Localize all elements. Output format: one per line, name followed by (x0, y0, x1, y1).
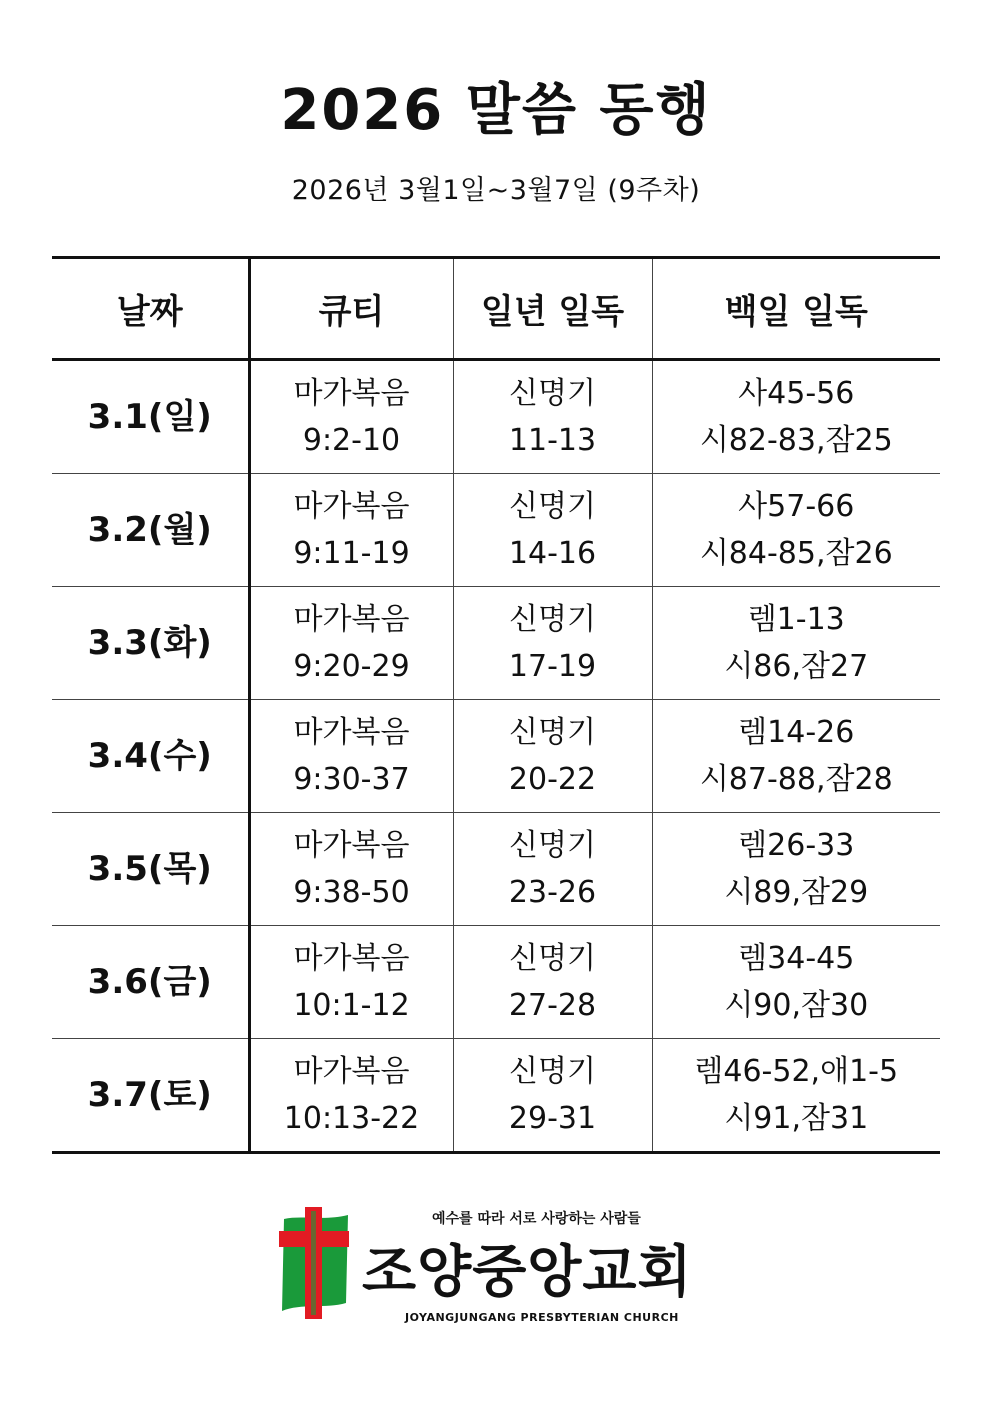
reading-book: 마가복음 (293, 376, 410, 411)
date-cell: 3.5(목) (52, 813, 249, 926)
reading-range: 9:30-37 (293, 762, 410, 797)
qt-cell (249, 474, 453, 587)
reading-book: 마가복음 (293, 828, 410, 863)
one-year-reading-cell (453, 1039, 652, 1153)
date-cell: 3.1(일) (52, 360, 249, 474)
reading-range: 17-19 (508, 649, 597, 684)
one-year-reading-cell (453, 587, 652, 700)
reading-book: 신명기 (509, 376, 596, 411)
date-cell: 3.3(화) (52, 587, 249, 700)
reading-range: 시91,잠31 (724, 1101, 869, 1136)
reading-range: 시87-88,잠28 (699, 762, 893, 797)
reading-range: 시90,잠30 (724, 988, 869, 1023)
reading-range: 9:20-29 (293, 649, 410, 684)
date-cell: 3.6(금) (52, 926, 249, 1039)
one-year-reading-cell (453, 474, 652, 587)
hundred-day-reading-cell (652, 1039, 940, 1153)
reading-range: 11-13 (508, 423, 597, 458)
reading-book: 사57-66 (738, 489, 855, 524)
church-english-name: JOYANGJUNGANG PRESBYTERIAN CHURCH (405, 1311, 679, 1324)
table-row (52, 587, 940, 700)
hundred-day-reading-cell (652, 474, 940, 587)
header-qt: 큐티 (249, 258, 453, 360)
church-logo (276, 1205, 716, 1325)
reading-book: 마가복음 (293, 1054, 410, 1089)
reading-range: 9:38-50 (293, 875, 410, 910)
one-year-reading-cell (453, 926, 652, 1039)
reading-range: 14-16 (508, 536, 597, 571)
one-year-reading-cell (453, 700, 652, 813)
table-header-row (52, 258, 940, 360)
qt-cell (249, 1039, 453, 1153)
date-range-subtitle: 2026년 3월1일~3월7일 (9주차) (291, 175, 701, 206)
date-cell: 3.7(토) (52, 1039, 249, 1153)
reading-range: 29-31 (508, 1101, 597, 1136)
reading-range: 10:1-12 (293, 988, 410, 1023)
reading-book: 렘26-33 (738, 828, 855, 863)
church-tagline: 예수를 따라 서로 사랑하는 사람들 (432, 1211, 641, 1227)
hundred-day-reading-cell (652, 926, 940, 1039)
table-row (52, 926, 940, 1039)
reading-schedule-table (52, 256, 940, 1154)
qt-cell (249, 926, 453, 1039)
table-row (52, 700, 940, 813)
reading-book: 신명기 (509, 715, 596, 750)
date-cell: 3.2(월) (52, 474, 249, 587)
hundred-day-reading-cell (652, 700, 940, 813)
reading-range: 시82-83,잠25 (699, 423, 893, 458)
header-one-year-reading: 일년 일독 (453, 258, 652, 360)
reading-book: 사45-56 (738, 376, 855, 411)
header-hundred-day-reading: 백일 일독 (652, 258, 940, 360)
reading-book: 마가복음 (293, 602, 410, 637)
qt-cell (249, 813, 453, 926)
reading-book: 렘1-13 (747, 602, 845, 637)
reading-book: 신명기 (509, 602, 596, 637)
table-row (52, 1039, 940, 1153)
one-year-reading-cell (453, 360, 652, 474)
reading-book: 렘14-26 (738, 715, 855, 750)
one-year-reading-cell (453, 813, 652, 926)
qt-cell (249, 700, 453, 813)
reading-range: 9:2-10 (302, 423, 401, 458)
reading-book: 신명기 (509, 1054, 596, 1089)
table-row (52, 360, 940, 474)
date-cell: 3.4(수) (52, 700, 249, 813)
reading-book: 렘34-45 (738, 941, 855, 976)
reading-range: 시89,잠29 (724, 875, 869, 910)
cross-banner-emblem (276, 1207, 356, 1322)
reading-book: 마가복음 (293, 489, 410, 524)
hundred-day-reading-cell (652, 587, 940, 700)
qt-cell (249, 360, 453, 474)
header-date: 날짜 (52, 258, 249, 360)
reading-range: 시86,잠27 (724, 649, 869, 684)
reading-range: 9:11-19 (293, 536, 410, 571)
reading-range: 20-22 (508, 762, 597, 797)
reading-range: 10:13-22 (283, 1101, 420, 1136)
reading-book: 마가복음 (293, 941, 410, 976)
hundred-day-reading-cell (652, 813, 940, 926)
reading-range: 시84-85,잠26 (699, 536, 893, 571)
table-row (52, 474, 940, 587)
reading-book: 신명기 (509, 489, 596, 524)
page-title: 2026 말씀 동행 (280, 78, 712, 143)
hundred-day-reading-cell (652, 360, 940, 474)
church-name: 조양중앙교회 (362, 1240, 693, 1305)
reading-book: 마가복음 (293, 715, 410, 750)
reading-range: 23-26 (508, 875, 597, 910)
table-row (52, 813, 940, 926)
reading-book: 신명기 (509, 941, 596, 976)
qt-cell (249, 587, 453, 700)
reading-book: 신명기 (509, 828, 596, 863)
reading-range: 27-28 (508, 988, 597, 1023)
reading-book: 렘46-52,애1-5 (694, 1054, 899, 1089)
